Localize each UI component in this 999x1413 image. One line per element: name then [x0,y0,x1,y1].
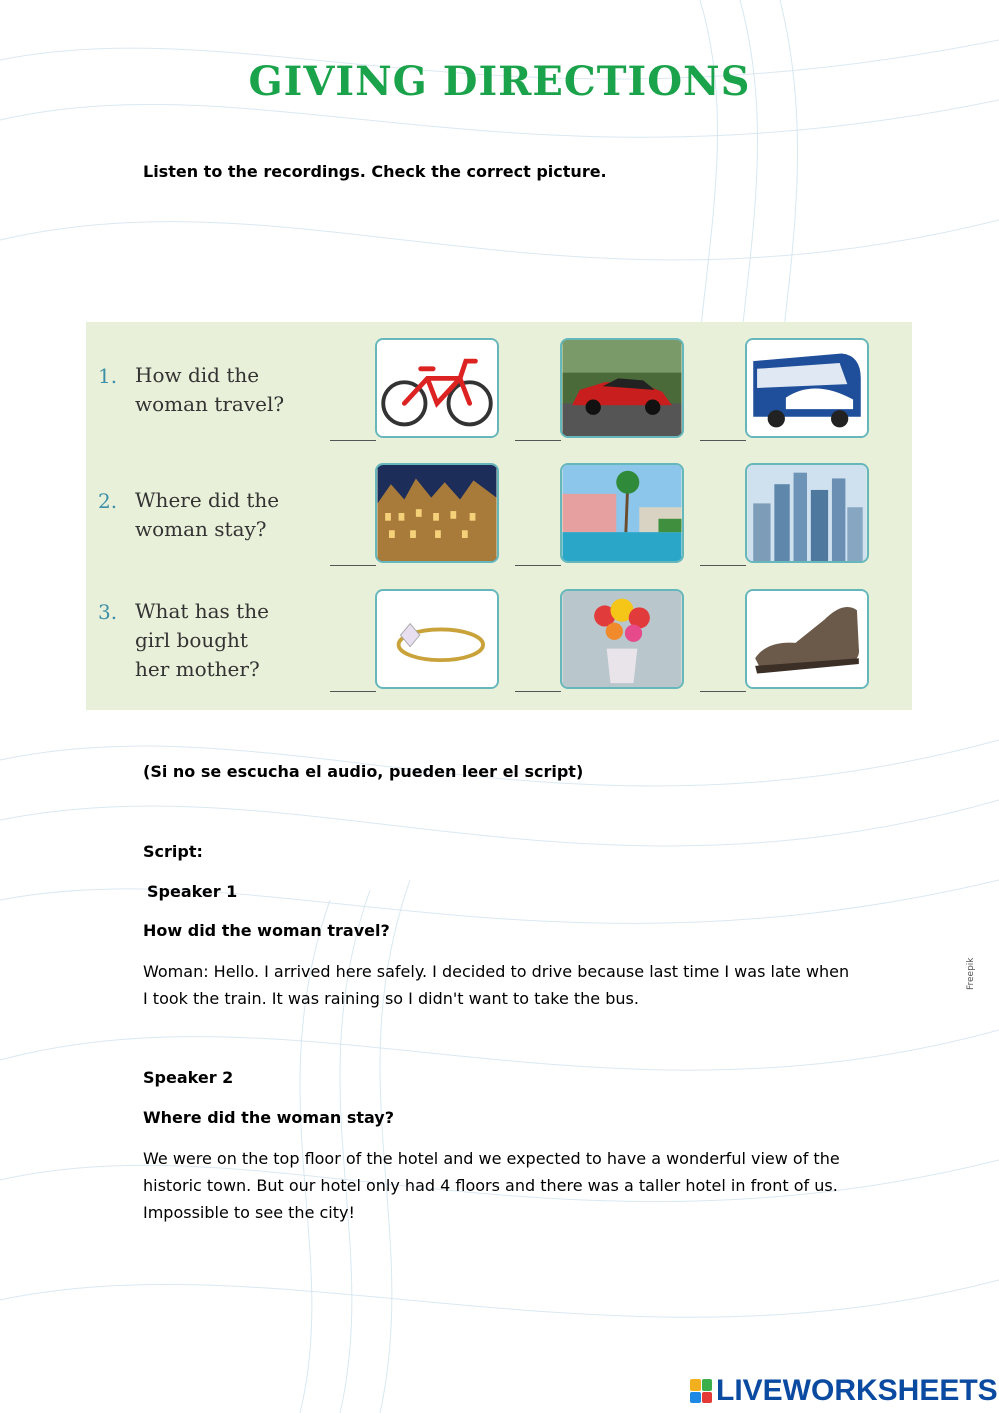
question-text [135,361,325,419]
liveworksheets-brand [690,1374,998,1408]
speaker-heading: Speaker 1 [147,882,238,901]
script-paragraph [143,1145,863,1226]
bicycle-picture[interactable] [375,338,499,438]
brand-name: LIVEWORKSHEETS [716,1374,998,1407]
shoe-picture[interactable] [745,589,869,689]
answer-blank[interactable] [700,691,746,692]
answer-blank[interactable] [515,691,561,692]
ring-picture[interactable] [375,589,499,689]
question-line: woman stay? [135,517,267,541]
answer-blank[interactable] [700,565,746,566]
question-line: her mother? [135,657,260,681]
bus-icon [747,340,867,436]
script-line: Impossible to see the city! [143,1203,355,1222]
flowers-picture[interactable] [560,589,684,689]
skyscrapers-picture[interactable] [745,463,869,563]
skyscraper-icon [747,465,867,561]
image-credit: Freepik [966,957,976,990]
question-line: Where did the [135,488,280,512]
answer-blank[interactable] [330,691,376,692]
building-icon [377,465,497,561]
audio-note: (Si no se escucha el audio, pueden leer el script) [143,762,584,781]
script-line: Woman: Hello. I arrived here safely. I decided to drive because last time I was late when [143,962,850,981]
script-question: Where did the woman stay? [143,1108,395,1127]
flowers-icon [562,591,682,687]
speaker-heading: Speaker 2 [143,1068,234,1087]
question-text [135,486,325,544]
answer-blank[interactable] [330,440,376,441]
bicycle-icon [377,340,497,436]
question-line: How did the [135,363,260,387]
script-label: Script: [143,842,203,861]
worksheet-title: GIVING DIRECTIONS [248,58,751,105]
question-text [135,597,325,684]
question-line: woman travel? [135,392,285,416]
question-number: 2. [98,489,118,513]
answer-blank[interactable] [515,565,561,566]
question-number: 3. [98,600,118,624]
bus-picture[interactable] [745,338,869,438]
ring-icon [377,591,497,687]
pool-resort-picture[interactable] [560,463,684,563]
script-line: We were on the top floor of the hotel and we expected to have a wonderful view of the [143,1149,840,1168]
instruction-text: Listen to the recordings. Check the correct picture. [143,162,607,181]
script-paragraph [143,958,863,1012]
answer-blank[interactable] [330,565,376,566]
liveworksheets-logo-icon [690,1379,712,1403]
script-line: historic town. But our hotel only had 4 floors and there was a taller hotel in front of us. [143,1176,838,1195]
script-question: How did the woman travel? [143,921,390,940]
answer-blank[interactable] [515,440,561,441]
answer-blank[interactable] [700,440,746,441]
shoe-icon [747,591,867,687]
historic-buildings-picture[interactable] [375,463,499,563]
question-line: girl bought [135,628,248,652]
script-line: I took the train. It was raining so I didn't want to take the bus. [143,989,639,1008]
resort-icon [562,465,682,561]
car-icon [562,340,682,436]
question-line: What has the [135,599,269,623]
car-picture[interactable] [560,338,684,438]
question-number: 1. [98,364,118,388]
